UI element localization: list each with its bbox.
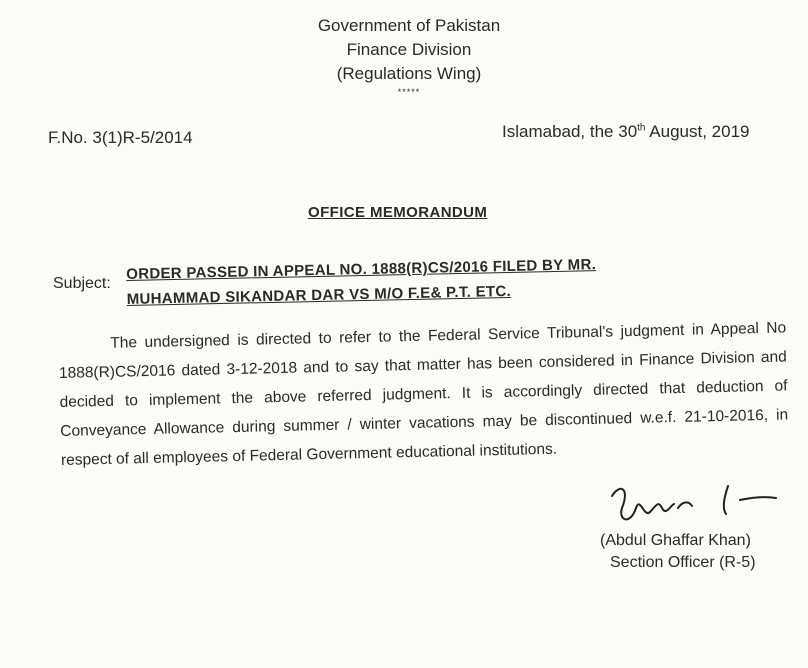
file-number: F.No. 3(1)R-5/2014	[48, 128, 193, 147]
letterhead	[0, 14, 808, 98]
signatory-name: (Abdul Ghaffar Khan)	[600, 532, 751, 549]
letterhead-stars: *****	[397, 87, 421, 97]
signatory-block	[600, 530, 756, 574]
subject-text: ORDER PASSED IN APPEAL NO. 1888(R)CS/2016 FILED BY MR. MUHAMMAD SIKANDAR DAR VS M/O F.E& P.T. ETC.	[126, 256, 597, 308]
date-prefix: Islamabad, the 30	[502, 122, 638, 141]
letterhead-wing: (Regulations Wing)	[336, 64, 482, 83]
subject-label: Subject:	[53, 275, 111, 292]
letterhead-government: Government of Pakistan	[317, 16, 501, 35]
date-line	[502, 122, 749, 142]
letterhead-division: Finance Division	[346, 40, 472, 59]
date-suffix: August, 2019	[645, 122, 750, 141]
body-paragraph: The undersigned is directed to refer to the Federal Service Tribunal's judgment in Appeal No 1888(R)CS/2016 dated 3-12-2018 and to say that matter has been considered in Finance Division and decided to implement the above referred judgment. It is accordingly directed that deduction of Conveyance Allowance during summer / winter vacations may be discontinued w.e.f. 21-10-2016, in respect of all employees of Federal Government educational institutions.	[58, 319, 789, 469]
memo-title: OFFICE MEMORANDUM	[308, 204, 488, 221]
signatory-designation: Section Officer (R-5)	[610, 554, 756, 571]
handwritten-signature	[600, 478, 780, 538]
date-superscript: th	[637, 122, 646, 134]
